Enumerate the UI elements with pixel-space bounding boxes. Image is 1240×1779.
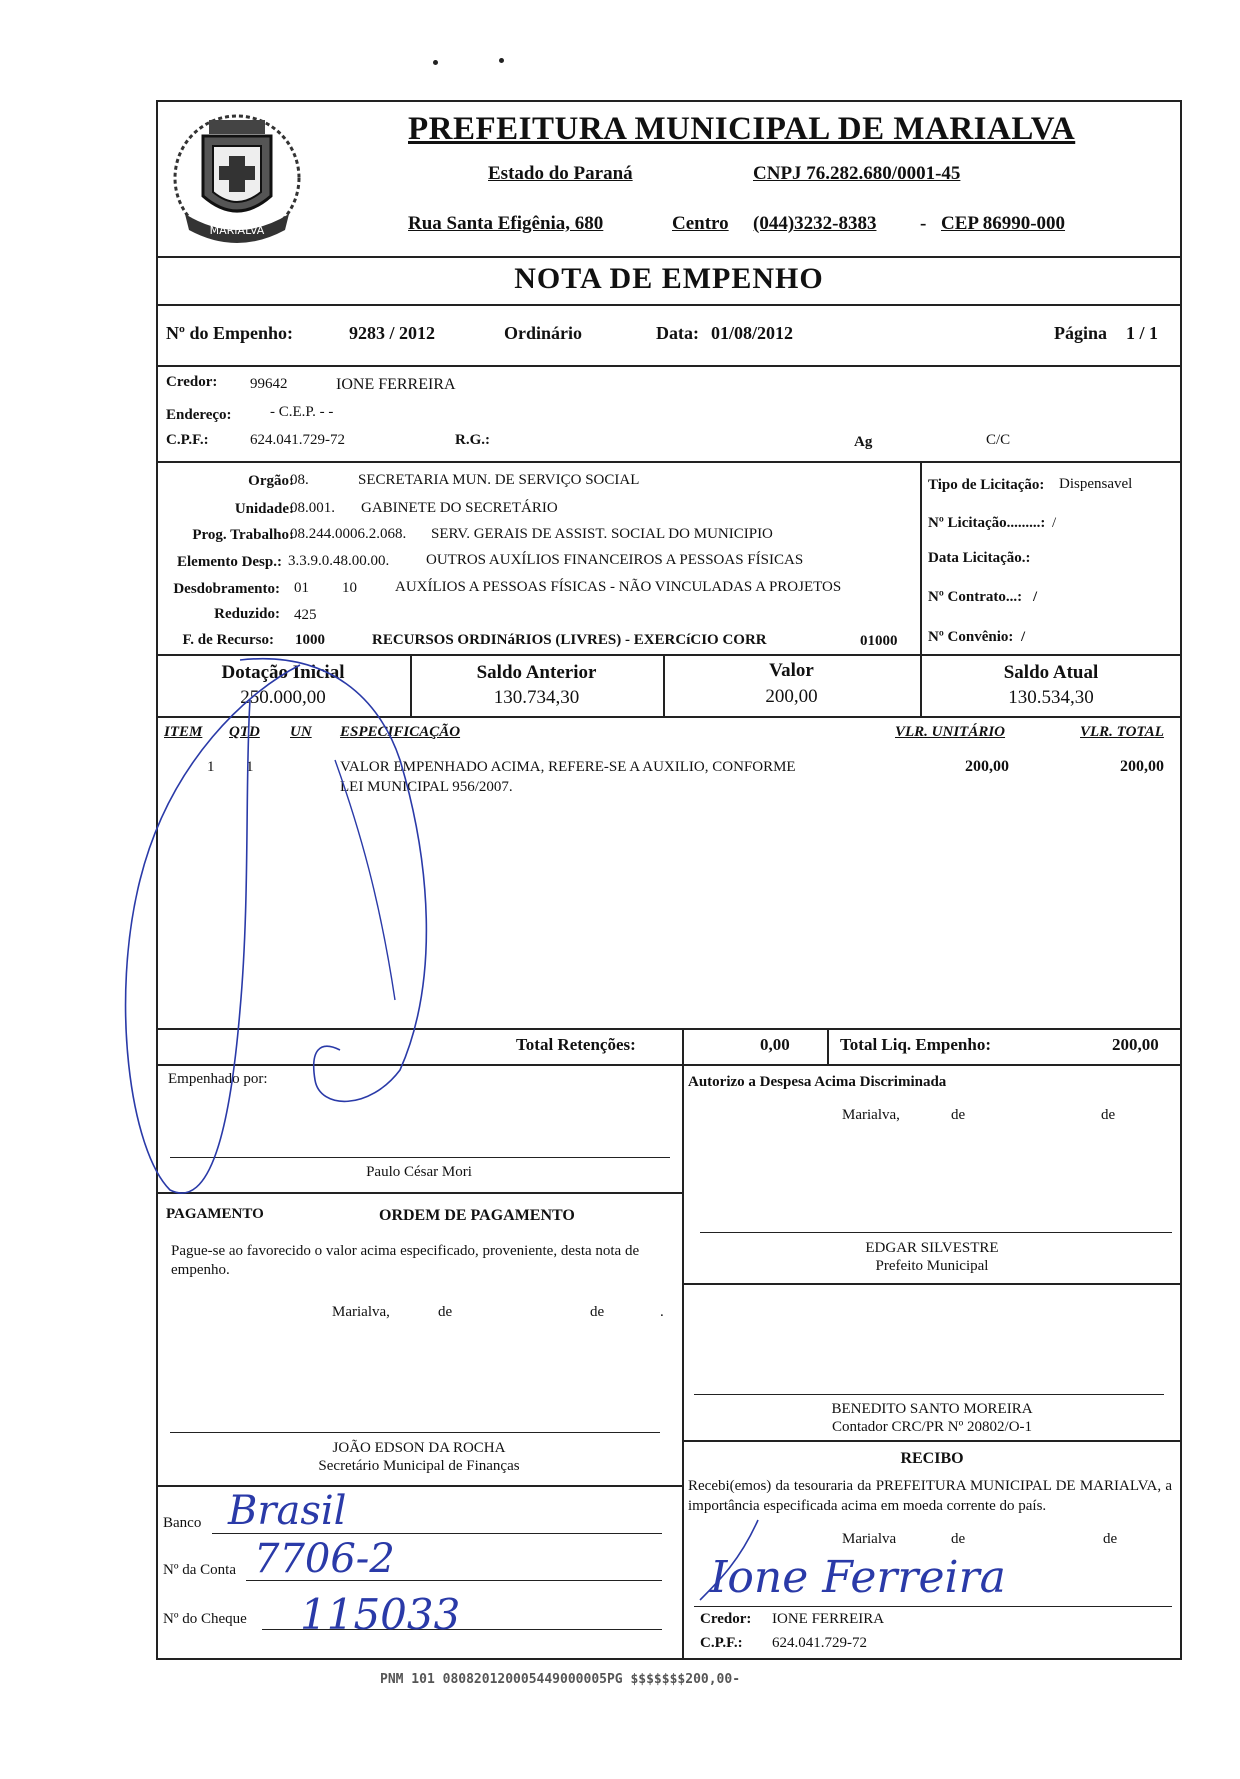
recibo-credor-value: IONE FERREIRA <box>772 1611 885 1627</box>
saldo-atual-label: Saldo Atual <box>1003 662 1099 683</box>
unidade-code: 08.001. <box>290 500 335 516</box>
header-cep: CEP 86990-000 <box>941 213 1066 234</box>
header-title: PREFEITURA MUNICIPAL DE MARIALVA <box>408 111 1076 147</box>
pagamento-dot: . <box>660 1304 664 1320</box>
recibo-cpf-label: C.P.F.: <box>700 1635 743 1651</box>
empenho-number: 9283 / 2012 <box>349 323 436 343</box>
cpf-value: 624.041.729-72 <box>250 432 345 448</box>
orgao-name: SECRETARIA MUN. DE SERVIÇO SOCIAL <box>358 472 640 488</box>
desdobramento-code2: 10 <box>342 580 357 596</box>
fonte-code: 1000 <box>295 632 325 648</box>
fonte-name: RECURSOS ORDINáRIOS (LIVRES) - EXERCíCIO CORR <box>372 632 767 648</box>
total-retencoes-value: 0,00 <box>760 1035 790 1054</box>
rg-label: R.G.: <box>455 432 490 448</box>
autorizo-de1: de <box>951 1107 966 1123</box>
conta-value: 7706-2 <box>254 1536 395 1582</box>
unidade-name: GABINETE DO SECRETÁRIO <box>361 500 558 516</box>
cc-label: C/C <box>986 432 1011 448</box>
elemento-label: Elemento Desp.: <box>177 554 282 570</box>
unidade-label: Unidade: <box>234 501 294 517</box>
licitacao-tipo-label: Tipo de Licitação: <box>928 477 1045 493</box>
col-vlr-total: VLR. TOTAL <box>1080 724 1164 740</box>
pagamento-text: Pague-se ao favorecido o valor acima especificado, proveniente, desta nota de empenho. <box>171 1243 640 1278</box>
secretario-name: JOÃO EDSON DA ROCHA <box>332 1440 506 1456</box>
cpf-label: C.P.F.: <box>166 432 209 448</box>
recibo-credor-label: Credor: <box>700 1611 752 1627</box>
row-espec-line2: LEI MUNICIPAL 956/2007. <box>340 779 513 795</box>
desdobramento-code1: 01 <box>294 580 309 596</box>
convenio-label: Nº Convênio: <box>928 629 1014 645</box>
saldo-anterior-label: Saldo Anterior <box>476 662 597 683</box>
empenhado-label: Empenhado por: <box>168 1071 268 1087</box>
endereco-value: - C.E.P. - - <box>270 404 334 420</box>
reduzido-value: 425 <box>294 607 317 623</box>
autorizo-de2: de <box>1101 1107 1116 1123</box>
pagamento-de1: de <box>438 1304 453 1320</box>
credor-label: Credor: <box>166 374 218 390</box>
header-phone: (044)3232-8383 <box>753 213 877 234</box>
licitacao-tipo-value: Dispensavel <box>1059 476 1133 492</box>
saldo-anterior-value: 130.734,30 <box>493 687 580 708</box>
recibo-signature: Ione Ferreira <box>710 1552 1006 1603</box>
credor-name: IONE FERREIRA <box>336 376 456 393</box>
header-address: Rua Santa Efigênia, 680 <box>408 213 604 234</box>
empenho-type: Ordinário <box>504 323 583 343</box>
endereco-label: Endereço: <box>166 407 232 423</box>
col-qtd: QTD <box>229 724 260 740</box>
pagina-value: 1 / 1 <box>1126 323 1159 343</box>
recibo-cpf-value: 624.041.729-72 <box>772 1635 867 1651</box>
banco-value: Brasil <box>228 1488 347 1534</box>
crest-label: MARIALVA <box>209 224 265 237</box>
contrato-label: Nº Contrato...: <box>928 589 1023 605</box>
desdobramento-label: Desdobramento: <box>173 581 280 597</box>
prefeito-name: EDGAR SILVESTRE <box>865 1240 999 1256</box>
col-un: UN <box>290 724 312 740</box>
valor-label: Valor <box>769 660 814 681</box>
header-cnpj: CNPJ 76.282.680/0001-45 <box>753 163 961 184</box>
elemento-code: 3.3.9.0.48.00.00. <box>288 553 390 569</box>
elemento-name: OUTROS AUXÍLIOS FINANCEIROS A PESSOAS FÍSICAS <box>426 552 804 568</box>
contrato-value: / <box>1033 589 1038 605</box>
banco-label: Banco <box>163 1515 202 1531</box>
col-vlr-unitario: VLR. UNITÁRIO <box>895 724 1006 740</box>
orgao-label: Orgão: <box>248 473 294 489</box>
saldo-atual-value: 130.534,30 <box>1008 687 1094 708</box>
empenhado-signer: Paulo César Mori <box>366 1164 472 1180</box>
ordem-pagamento-label: ORDEM DE PAGAMENTO <box>379 1207 575 1224</box>
row-qtd: 1 <box>246 759 254 775</box>
total-liq-value: 200,00 <box>1112 1035 1159 1054</box>
footer-code: PNM 101 080820120005449000005PG $$$$$$$200,00- <box>380 1672 741 1687</box>
ag-label: Ag <box>854 434 873 450</box>
pagamento-city: Marialva, <box>332 1304 390 1320</box>
data-value: 01/08/2012 <box>711 323 794 343</box>
row-item: 1 <box>207 759 215 775</box>
col-especificacao: ESPECIFICAÇÃO <box>340 724 461 740</box>
contador-name: BENEDITO SANTO MOREIRA <box>831 1401 1033 1417</box>
total-retencoes-label: Total Retenções: <box>516 1035 636 1054</box>
cheque-value: 115033 <box>300 1590 461 1639</box>
row-espec-line1: VALOR EMPENHADO ACIMA, REFERE-SE A AUXILIO, CONFORME <box>340 759 796 775</box>
total-liq-label: Total Liq. Empenho: <box>840 1035 991 1054</box>
doc-title: NOTA DE EMPENHO <box>514 262 824 295</box>
licitacao-num-value: / <box>1052 515 1057 531</box>
dotacao-label: Dotação Inicial <box>221 662 345 683</box>
conta-label: Nº da Conta <box>163 1562 236 1578</box>
header-district: Centro <box>672 213 729 234</box>
prefeito-role: Prefeito Municipal <box>875 1258 989 1274</box>
autorizo-label: Autorizo a Despesa Acima Discriminada <box>688 1074 947 1090</box>
dotacao-value: 250.000,00 <box>240 687 326 708</box>
pagina-label: Página <box>1054 323 1108 343</box>
recibo-de1: de <box>951 1531 966 1547</box>
col-item: ITEM <box>164 724 203 740</box>
fonte-code2: 01000 <box>860 633 898 649</box>
credor-code: 99642 <box>250 376 288 392</box>
row-vlr-unitario: 200,00 <box>965 758 1009 775</box>
cheque-label: Nº do Cheque <box>163 1611 247 1627</box>
prog-label: Prog. Trabalho: <box>192 527 294 543</box>
autorizo-city: Marialva, <box>842 1107 900 1123</box>
recibo-label: RECIBO <box>900 1450 964 1467</box>
licitacao-num-label: Nº Licitação.........: <box>928 515 1046 531</box>
prog-name: SERV. GERAIS DE ASSIST. SOCIAL DO MUNICIPIO <box>431 526 773 542</box>
pagamento-de2: de <box>590 1304 605 1320</box>
header-sep: - <box>920 213 927 234</box>
row-vlr-total: 200,00 <box>1120 758 1164 775</box>
licitacao-data-label: Data Licitação.: <box>928 550 1031 566</box>
secretario-role: Secretário Municipal de Finanças <box>318 1458 520 1474</box>
desdobramento-name: AUXÍLIOS A PESSOAS FÍSICAS - NÃO VINCULADAS A PROJETOS <box>395 579 842 595</box>
convenio-value: / <box>1021 629 1026 645</box>
reduzido-label: Reduzido: <box>214 606 280 622</box>
pagamento-label: PAGAMENTO <box>166 1206 264 1222</box>
empenho-label: Nº do Empenho: <box>166 323 293 343</box>
orgao-code: 08. <box>290 472 309 488</box>
valor-value: 200,00 <box>765 686 818 707</box>
header-state: Estado do Paraná <box>488 163 633 184</box>
recibo-text: Recebi(emos) da tesouraria da PREFEITURA MUNICIPAL DE MARIALVA, a importância especificada acima em moeda corrente do país. <box>688 1478 1172 1514</box>
contador-role: Contador CRC/PR Nº 20802/O-1 <box>831 1419 1033 1435</box>
recibo-city: Marialva <box>842 1531 897 1547</box>
prog-code: 08.244.0006.2.068. <box>290 526 407 542</box>
data-label: Data: <box>656 323 699 343</box>
fonte-label: F. de Recurso: <box>182 632 274 648</box>
recibo-de2: de <box>1103 1531 1118 1547</box>
